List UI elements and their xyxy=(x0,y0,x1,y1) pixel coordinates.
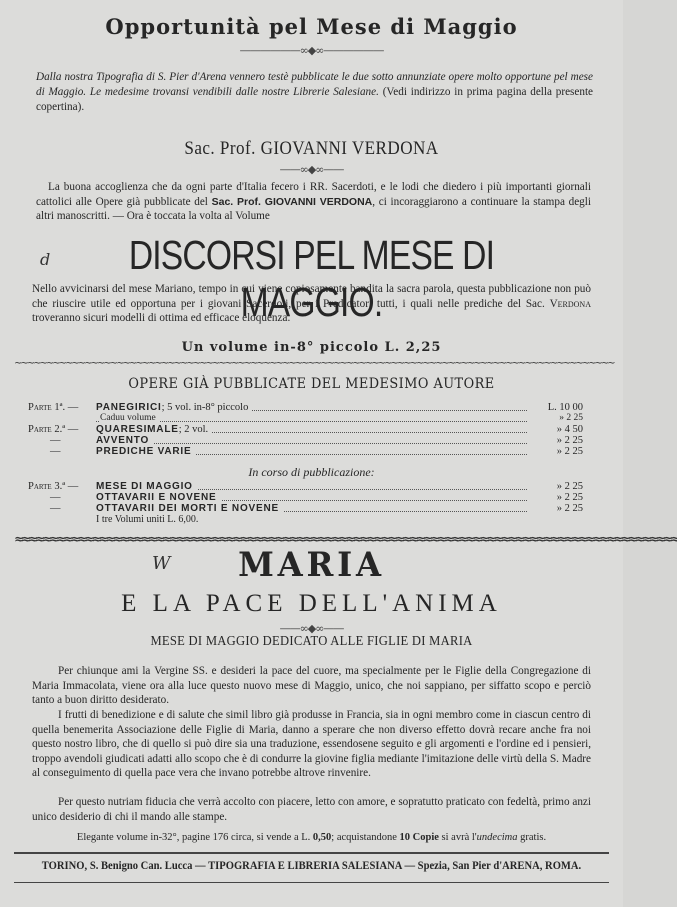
row-price: » 2 25 xyxy=(556,435,583,446)
handwritten-mark: W xyxy=(152,553,171,574)
intro-paragraph xyxy=(36,70,593,115)
book1-para2-text-end: troveranno sicuri modelli di ottima ed efficace eloquenza. xyxy=(32,312,291,324)
row-price: » 4 50 xyxy=(556,424,583,435)
ornament-divider: ——————∞◆∞—————— xyxy=(239,44,384,57)
row-price: » 2 25 xyxy=(556,503,583,514)
copies-value: 10 Copie xyxy=(399,832,439,843)
book1-para2-text: Nello avvicinarsi del mese Mariano, tempo in cui viene copiosamente bandita la sacra parola, questa pubblicazione non può che riuscire utile ed opportuna per i giovani Sacerdoti, per i Predicatori tutti, i quali nelle prediche del Sac. xyxy=(32,283,591,310)
book1-para1-author: Sac. Prof. GIOVANNI VERDONA xyxy=(211,195,373,208)
row-label: — xyxy=(50,435,61,446)
book1-paragraph-2 xyxy=(32,282,591,326)
row-extra: ; 2 vol. xyxy=(178,424,209,435)
opere-row xyxy=(28,481,583,492)
row-title: OTTAVARII E NOVENE xyxy=(96,492,217,503)
opere-row xyxy=(28,402,583,413)
intro-text: Dalla nostra Tipografia di S. Pier d'Arena vennero testè pubblicate le due sotto annunziate opere molto opportune pel mese di Maggio. Le medesime trovansi vendibili dalle nostre Librerie Salesiane. xyxy=(36,71,593,98)
row-price: » 2 25 xyxy=(556,481,583,492)
tre-volumi-text: I tre Volumi uniti L. 6,00. xyxy=(96,514,199,525)
leader-dots xyxy=(96,443,527,444)
row-title: MESE DI MAGGIO xyxy=(96,481,193,492)
book2-title-1: MARIA xyxy=(238,545,385,585)
row-title: PANEGIRICI xyxy=(96,402,162,413)
opere-row xyxy=(28,413,583,424)
opere-heading: OPERE GIÀ PUBBLICATE DEL MEDESIMO AUTORE xyxy=(128,376,495,392)
row-label: Parte 2.ª — xyxy=(28,424,79,435)
book2-price-line xyxy=(0,832,623,843)
row-price: » 2 25 xyxy=(559,413,583,423)
book2-paragraph-1: Per chiunque ami la Vergine SS. e desideri la pace del cuore, ma specialmente per le Figlie della Congregazione di Maria Immacolata, viene ora alla luce questo nuovo mese di Maggio, unico, che noi sappiano, per siffatto scopo e perciò tanto a buon diritto desiderato. xyxy=(32,665,591,706)
row-title: AVVENTO xyxy=(96,435,150,446)
footer-imprint: TORINO, S. Benigno Can. Lucca — TIPOGRAFIA E LIBRERIA SALESIANA — Spezia, San Pier d'ARENA, ROMA. xyxy=(41,860,582,872)
book1-paragraph-1 xyxy=(36,180,591,224)
row-label: — xyxy=(50,492,61,503)
ornament-divider-small: ——∞◆∞—— xyxy=(279,163,344,176)
book1-para2-name: Verdona xyxy=(549,297,591,310)
book2-paragraph-3: Per questo nutriam fiducia che verrà accolto con piacere, letto con amore, e sopratutto praticato con fedeltà, primo anzi unico desiderio di chi il mando alle stampe. xyxy=(32,796,591,823)
price-text: gratis. xyxy=(520,832,547,843)
handwritten-mark: d xyxy=(40,250,51,269)
book1-volume-price: Un volume in-8° piccolo L. 2,25 xyxy=(181,340,442,355)
book2-paragraph-2: I frutti di benedizione e di salute che simil libro già produsse in Francia, sia in ogni membro come in ciascun centro di quella benemerita Associazione delle Figlie di Maria, danno a sperare che non diverso effetto dovrà recare anche fra noi questo nostro libro, che di quello si può dire sia una traduzione, essendosene seguito e gli argomenti e l'ordine ed i pensieri, troppo avendoli giudicati adatti allo scopo che è di condurre la giovine figlia mediante l'imitazione delle virtù della S. Madre al conseguimento di quella pace vera che invano potrebbe altrove rinvenire. xyxy=(32,709,591,779)
row-price: » 2 25 xyxy=(556,446,583,457)
book2-subtitle: MESE DI MAGGIO DEDICATO ALLE FIGLIE DI MARIA xyxy=(150,634,473,649)
opere-row xyxy=(28,435,583,446)
footer-rule xyxy=(14,852,609,854)
row-extra: Caduu volume xyxy=(100,413,160,424)
price-value: 0,50 xyxy=(312,832,332,843)
row-label: Parte 3.ª — xyxy=(28,481,79,492)
intro-note: (Vedi indirizzo in prima pagina della presente copertina). xyxy=(36,86,594,113)
price-text: si avrà l' xyxy=(441,832,477,843)
book2-title-2: E LA PACE DELL'ANIMA xyxy=(121,590,502,617)
row-title: PREDICHE VARIE xyxy=(96,446,192,457)
price-text: ; acquistandone xyxy=(331,832,397,843)
leader-dots xyxy=(96,421,527,422)
row-title: OTTAVARII DEI MORTI E NOVENE xyxy=(96,503,279,514)
row-extra: ; 5 vol. in-8° piccolo xyxy=(161,402,249,413)
wavy-rule-double: ≈≈≈≈≈≈≈≈≈≈≈≈≈≈≈≈≈≈≈≈≈≈≈≈≈≈≈≈≈≈≈≈≈≈≈≈≈≈≈≈≈≈≈≈≈≈≈≈≈≈≈≈≈≈≈≈≈≈≈≈≈≈≈≈≈≈≈≈≈≈≈≈≈≈≈≈≈≈≈≈≈≈≈≈≈≈≈≈≈≈≈≈≈≈ xyxy=(14,532,677,546)
book1-title: DISCORSI PEL MESE DI MAGGIO. xyxy=(128,232,495,325)
row-label: — xyxy=(50,446,61,457)
opere-row xyxy=(28,492,583,503)
footer-rule-bottom xyxy=(14,882,609,883)
row-label: Parte 1ª. — xyxy=(28,402,79,413)
opere-row xyxy=(28,503,583,514)
page-title: Opportunità pel Mese di Maggio xyxy=(105,14,518,39)
row-label: — xyxy=(50,503,61,514)
undecima-text: undecima xyxy=(476,832,518,843)
price-text: Elegante volume in-32°, pagine 176 circa, si vende a L. xyxy=(76,832,311,843)
book1-para1-text: La buona accoglienza che da ogni parte d'Italia fecero i RR. Sacerdoti, e le lodi che diedero i più importanti giornali cattolici alle Opere già pubblicate del xyxy=(36,181,591,208)
row-price: L. 10 00 xyxy=(547,402,583,413)
row-title: QUARESIMALE xyxy=(96,424,179,435)
opere-row xyxy=(28,446,583,457)
book1-para1-text-end: , ci incoraggiarono a continuare la stampa degli altri manoscritti. — Ora è toccata la volta al Volume xyxy=(36,195,591,222)
opere-row xyxy=(28,424,583,435)
tre-volumi-row xyxy=(28,514,583,525)
row-price: » 2 25 xyxy=(556,492,583,503)
book1-author: Sac. Prof. GIOVANNI VERDONA xyxy=(184,138,439,159)
in-corso-heading: In corso di pubblicazione: xyxy=(248,465,375,479)
ornament-divider-small: ——∞◆∞—— xyxy=(279,622,344,635)
wavy-rule: ∼∼∼∼∼∼∼∼∼∼∼∼∼∼∼∼∼∼∼∼∼∼∼∼∼∼∼∼∼∼∼∼∼∼∼∼∼∼∼∼∼∼∼∼∼∼∼∼∼∼∼∼∼∼∼∼∼∼∼∼∼∼∼∼∼∼∼∼∼∼∼∼∼∼∼∼∼∼∼∼∼∼∼∼∼∼∼∼∼∼∼∼∼∼ xyxy=(14,358,614,369)
